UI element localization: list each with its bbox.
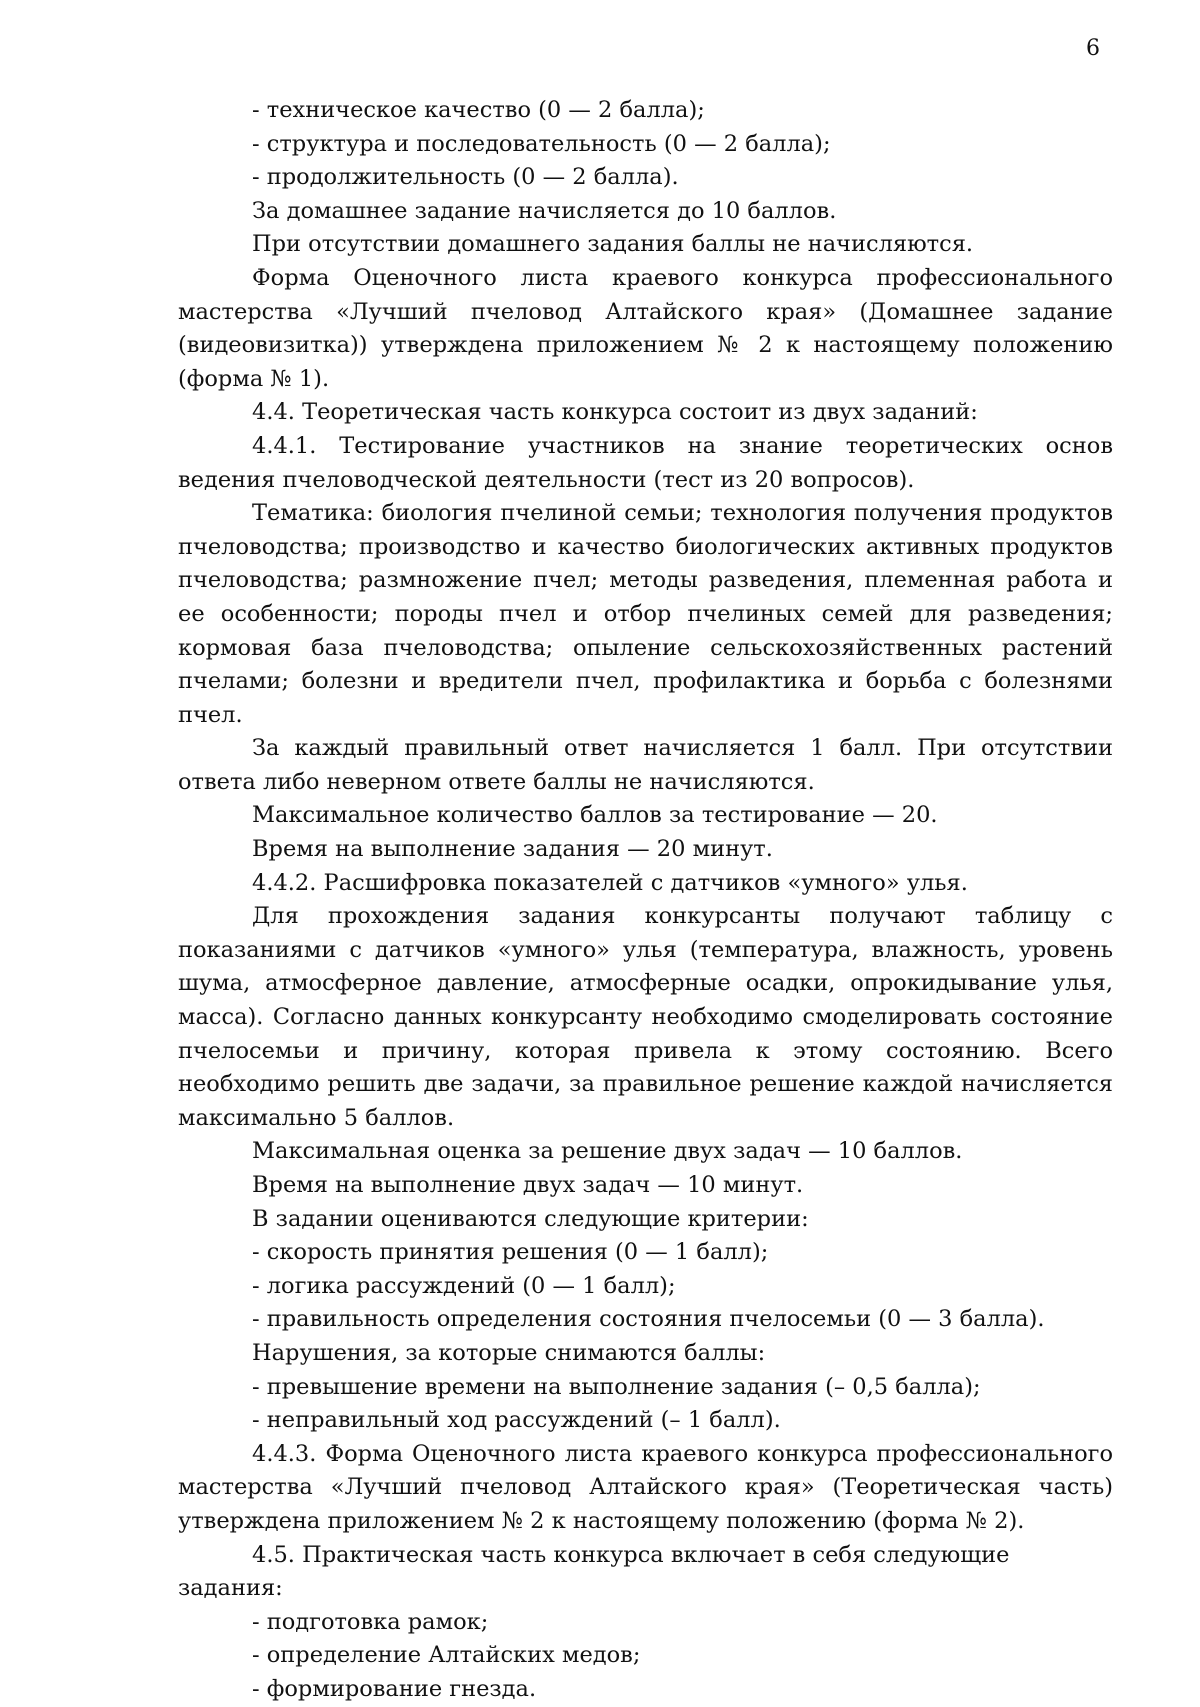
paragraph: - подготовка рамок; xyxy=(252,1608,489,1635)
paragraph: - скорость принятия решения (0 — 1 балл); xyxy=(252,1239,769,1266)
document-body xyxy=(178,94,1113,1707)
paragraph: - продолжительность (0 — 2 балла). xyxy=(252,164,679,191)
paragraph: - формирование гнезда. xyxy=(252,1675,537,1702)
paragraph: Время на выполнение задания — 20 минут. xyxy=(252,836,773,863)
paragraph: Для прохождения задания конкурсанты получают таблицу с показаниями с датчиков «умного» улья (температура, влажность, уровень шума, атмосферное давление, атмосферные осадки, опрокидывание улья, масса). Согласно данных конкурсанту необходимо смоделировать состояние пчелосемьи и причину, которая привела к этому состоянию. Всего необходимо решить две задачи, за правильное решение каждой начисляется максимально 5 баллов. xyxy=(178,903,1113,1131)
paragraph: За каждый правильный ответ начисляется 1 балл. При отсутствии ответа либо неверном ответе баллы не начисляются. xyxy=(178,735,1113,795)
paragraph: - техническое качество (0 — 2 балла); xyxy=(252,97,705,123)
page-number: 6 xyxy=(1086,36,1100,61)
paragraph: 4.4. Теоретическая часть конкурса состоит из двух заданий: xyxy=(252,399,978,426)
paragraph: За домашнее задание начисляется до 10 баллов. xyxy=(252,197,837,224)
paragraph: 4.4.1. Тестирование участников на знание теоретических основ ведения пчеловодческой деятельности (тест из 20 вопросов). xyxy=(178,432,1113,493)
paragraph: Тематика: биология пчелиной семьи; технология получения продуктов пчеловодства; производство и качество биологических активных продуктов пчеловодства; размножение пчел; методы разведения, племенная работа и ее особенности; породы пчел и отбор пчелиных семей для разведения; кормовая база пчеловодства; опыление сельскохозяйственных растений пчелами; болезни и вредители пчел, профилактика и борьба с болезнями пчел. xyxy=(178,500,1113,728)
paragraph: Нарушения, за которые снимаются баллы: xyxy=(252,1339,766,1366)
paragraph: Максимальное количество баллов за тестирование — 20. xyxy=(252,802,938,829)
paragraph: - правильность определения состояния пчелосемьи (0 — 3 балла). xyxy=(252,1306,1045,1333)
paragraph: - превышение времени на выполнение задания (– 0,5 балла); xyxy=(252,1373,981,1400)
paragraph: Время на выполнение двух задач — 10 минут. xyxy=(252,1172,804,1198)
paragraph: - определение Алтайских медов; xyxy=(252,1642,641,1669)
paragraph: 4.4.3. Форма Оценочного листа краевого конкурса профессионального мастерства «Лучший пчеловод Алтайского края» (Теоретическая часть) утверждена приложением № 2 к настоящему положению (форма № 2). xyxy=(178,1440,1113,1534)
paragraph: 4.5. Практическая часть конкурса включает в себя следующие задания: xyxy=(178,1541,1010,1602)
paragraph: - неправильный ход рассуждений (– 1 балл). xyxy=(252,1407,781,1434)
paragraph: В задании оцениваются следующие критерии: xyxy=(252,1205,809,1232)
paragraph: При отсутствии домашнего задания баллы не начисляются. xyxy=(252,231,974,258)
paragraph: - логика рассуждений (0 — 1 балл); xyxy=(252,1272,676,1299)
paragraph: 4.4.2. Расшифровка показателей с датчиков «умного» улья. xyxy=(252,869,968,896)
paragraph: Максимальная оценка за решение двух задач — 10 баллов. xyxy=(252,1138,963,1165)
paragraph: - структура и последовательность (0 — 2 балла); xyxy=(252,130,831,157)
paragraph: Форма Оценочного листа краевого конкурса профессионального мастерства «Лучший пчеловод Алтайского края» (Домашнее задание (видеовизитка)) утверждена приложением № 2 к настоящему положению (форма № 1). xyxy=(178,264,1113,392)
